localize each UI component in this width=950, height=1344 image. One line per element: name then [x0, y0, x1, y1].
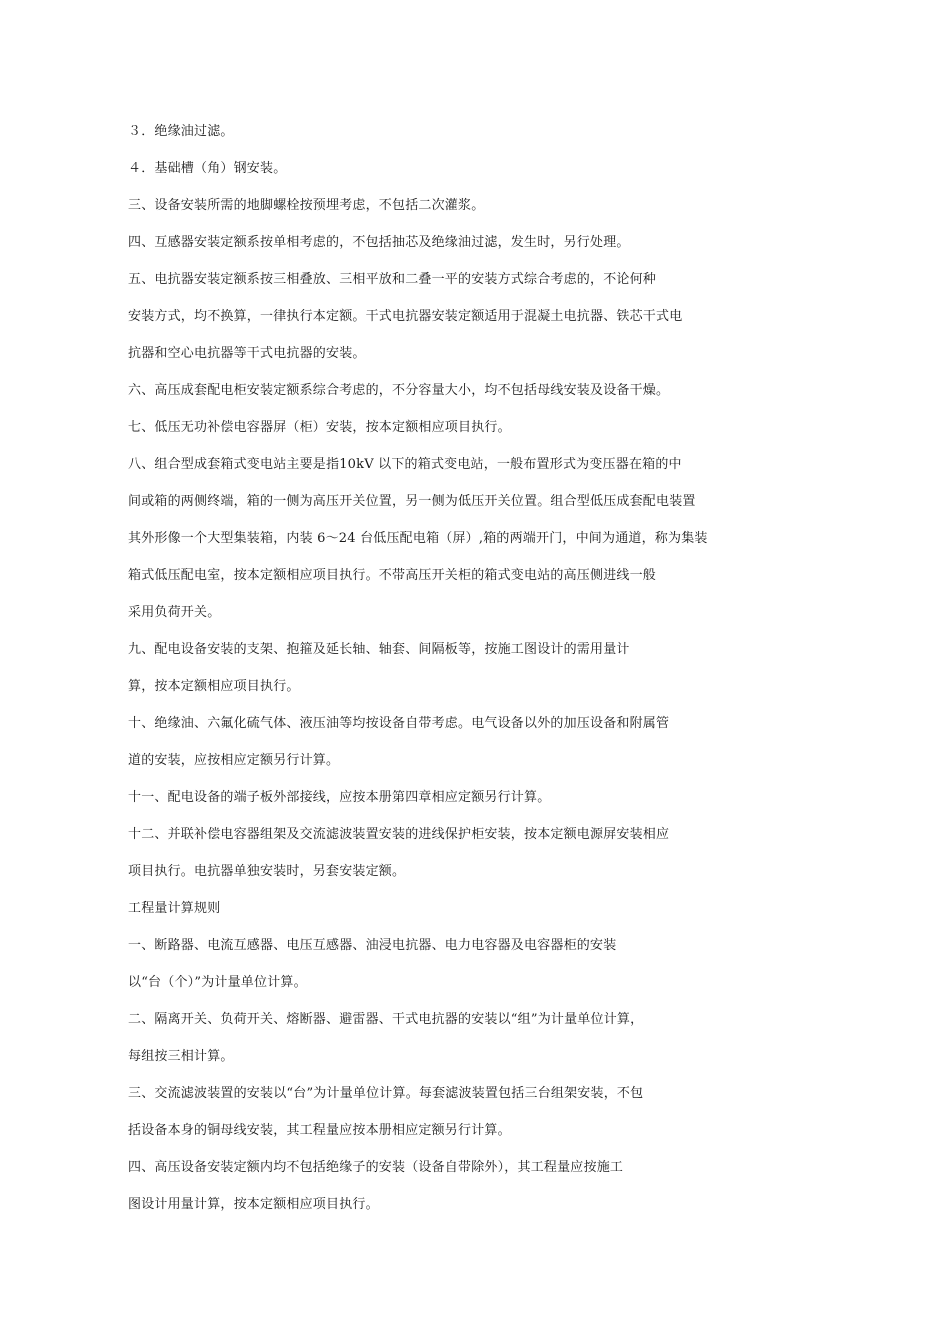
text-line: 图设计用量计算，按本定额相应项目执行。 [128, 1197, 379, 1212]
text-line: 三、设备安装所需的地脚螺栓按预埋考虑，不包括二次灌浆。 [128, 198, 485, 213]
text-line: 九、配电设备安装的支架、抱箍及延长轴、轴套、间隔板等，按施工图设计的需用量计 [128, 642, 630, 657]
text-line: 道的安装，应按相应定额另行计算。 [128, 753, 340, 768]
text-line: 算，按本定额相应项目执行。 [128, 679, 300, 694]
text-line: 采用负荷开关。 [128, 605, 221, 620]
text-line: 以“台（个）”为计量单位计算。 [128, 975, 307, 990]
text-line: 安装方式，均不换算，一律执行本定额。干式电抗器安装定额适用于混凝土电抗器、铁芯干式电 [128, 309, 683, 324]
text-line: 三、交流滤波装置的安装以“台”为计量单位计算。每套滤波装置包括三台组架安装，不包 [128, 1086, 644, 1101]
text-line: 每组按三相计算。 [128, 1049, 234, 1064]
text-line: 其外形像一个大型集装箱，内装 6～24 台低压配电箱（屏）,箱的两端开门，中间为通道，称为集装 [128, 531, 708, 546]
text-line: ３．绝缘油过滤。 [128, 124, 234, 139]
text-line: 十二、并联补偿电容器组架及交流滤波装置安装的进线保护柜安装，按本定额电源屏安装相应 [128, 827, 670, 842]
text-line: 括设备本身的铜母线安装，其工程量应按本册相应定额另行计算。 [128, 1123, 511, 1138]
text-line: 十、绝缘油、六氟化硫气体、液压油等均按设备自带考虑。电气设备以外的加压设备和附属管 [128, 716, 670, 731]
text-line: 二、隔离开关、负荷开关、熔断器、避雷器、干式电抗器的安装以“组”为计量单位计算， [128, 1012, 644, 1027]
text-line: 十一、配电设备的端子板外部接线，应按本册第四章相应定额另行计算。 [128, 790, 551, 805]
text-line: 四、互感器安装定额系按单相考虑的，不包括抽芯及绝缘油过滤，发生时，另行处理。 [128, 235, 630, 250]
text-line: 箱式低压配电室，按本定额相应项目执行。不带高压开关柜的箱式变电站的高压侧进线一般 [128, 568, 657, 583]
text-line: 四、高压设备安装定额内均不包括绝缘子的安装（设备自带除外），其工程量应按施工 [128, 1160, 624, 1175]
section-heading: 工程量计算规则 [128, 901, 221, 916]
text-line: 间或箱的两侧终端，箱的一侧为高压开关位置，另一侧为低压开关位置。组合型低压成套配电装置 [128, 494, 696, 509]
text-line: 七、低压无功补偿电容器屏（柜）安装，按本定额相应项目执行。 [128, 420, 511, 435]
text-line: 六、高压成套配电柜安装定额系综合考虑的，不分容量大小，均不包括母线安装及设备干燥。 [128, 383, 670, 398]
text-line: 五、电抗器安装定额系按三相叠放、三相平放和二叠一平的安装方式综合考虑的，不论何种 [128, 272, 657, 287]
text-line: ４．基础槽（角）钢安装。 [128, 161, 287, 176]
text-line: 八、组合型成套箱式变电站主要是指10kV 以下的箱式变电站，一般布置形式为变压器在箱的中 [128, 457, 682, 472]
text-line: 一、断路器、电流互感器、电压互感器、油浸电抗器、电力电容器及电容器柜的安装 [128, 938, 617, 953]
text-line: 项目执行。电抗器单独安装时，另套安装定额。 [128, 864, 406, 879]
text-line: 抗器和空心电抗器等干式电抗器的安装。 [128, 346, 366, 361]
